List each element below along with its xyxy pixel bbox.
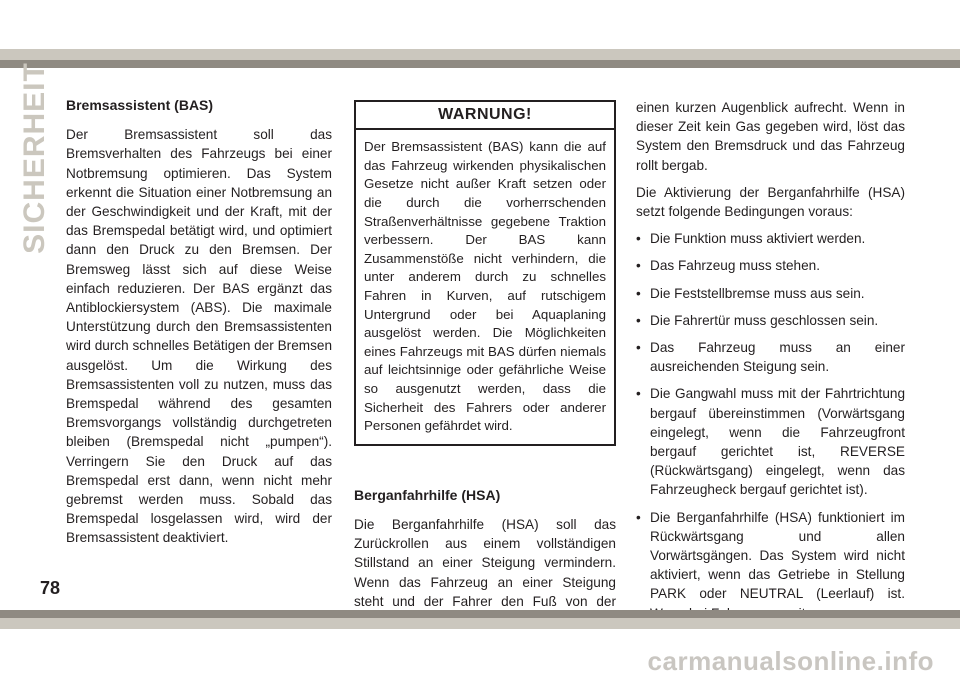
list-item: • Das Fahrzeug muss an einer ausreichenden Steigung sein. <box>636 338 905 376</box>
paragraph-hsa-continued: einen kurzen Augenblick aufrecht. Wenn in dieser Zeit kein Gas gegeben wird, löst das System den Bremsdruck und das Fahrzeug rollt bergab. <box>636 100 905 173</box>
column-3 <box>636 98 905 631</box>
section-side-label <box>18 62 51 254</box>
top-header-band <box>0 0 960 70</box>
list-item: • Die Berganfahrhilfe (HSA) funktioniert im Rückwärtsgang und allen Vorwärtsgängen. Das System wird nicht aktiviert, wenn das Getriebe in Stellung PARK oder NEUTRAL (Leerlauf) ist. <box>636 508 905 623</box>
footer-stripe-dark <box>0 610 960 618</box>
page-number: 78 <box>40 578 61 598</box>
list-item: • Die Fahrertür muss geschlossen sein. <box>636 311 905 330</box>
list-item: • Die Funktion muss aktiviert werden. <box>636 229 905 248</box>
heading-hsa: Berganfahrhilfe (HSA) <box>354 486 501 503</box>
list-item: • Die Gangwahl muss mit der Fahrtrichtung bergauf übereinstimmen (Vorwärtsgang eingelegt, wenn die Fahrzeugfront bergauf gerichtet ist, REVERSE (Rückwärtsgang) eingelegt, wenn das Fahrzeugheck bergauf gerichtet ist). <box>636 384 905 499</box>
list-item: • Das Fahrzeug muss stehen. <box>636 256 905 275</box>
heading-bas: Bremsassistent (BAS) <box>66 97 214 113</box>
paragraph-hsa: Die Berganfahrhilfe (HSA) soll das Zurückrollen aus einem vollständigen Stillstand an einer Steigung vermindern. Wenn das Fahrzeug an einer Steigung steht und der Fahrer den Fuß von der <box>354 516 616 609</box>
header-stripe-light <box>0 49 960 60</box>
footer-stripe-light <box>0 618 960 629</box>
warning-text: Der Bremsassistent (BAS) kann die auf das Fahrzeug wirkenden physikalischen Gesetze nicht außer Kraft setzen oder die durch die vorherrschenden Straßenverhältnisse gegebene Traktion verbessern. Der BAS kann Zusammenstöße nicht verhindern, die unter anderem durch zu schnelles Fahren in Kurven, auf rutschigem Untergrund oder bei Aquaplaning ausgelöst werden. Die Möglichkeiten eines Fahrzeugs mit BAS dürfen niemals auf leichtsinnige oder gefährliche Weise so ausgenutzt werden, dass die Sicherheit des Fahrers oder anderer Personen gefährdet wird. <box>364 139 606 434</box>
header-stripe-dark <box>0 60 960 68</box>
column-1 <box>66 96 332 556</box>
conditions-list <box>636 229 905 623</box>
paragraph-bas: Der Bremsassistent soll das Bremsverhalten des Fahrzeugs bei einer Notbremsung optimieren. Das System erkennt die Situation einer Notbremsung an der Geschwindigkeit und der Kraft, mit der das Bremspedal betätigt wird, und optimiert dann den Druck zu den Bremsen. Der Bremsweg lässt sich auf diese Weise einfach reduzieren. Der BAS ergänzt das Antiblockiersystem (ABS). Die maximale Unterstützung durch den Bremsassistenten wird durch schnelles Betätigen der Bremsen ausgelöst. Um die Wirkung des Bremsassistenten voll zu nutzen, muss das Bremspedal während des gesamten Bremsvorgangs vollständig durchgetreten bleiben (Bremspedal nicht „pumpen“). Verringern Sie den Druck auf das Bremspedal erst dann, wenn nicht mehr gebremst werden muss. Sobald das Bremspedal losgelassen wird, wird der Bremsassistent deaktiviert. <box>66 127 332 546</box>
column-2 <box>354 100 616 657</box>
warning-title: WARNUNG! <box>356 102 614 130</box>
list-item: • Die Feststellbremse muss aus sein. <box>636 284 905 303</box>
paragraph-hsa-conditions: Die Aktivierung der Berganfahrhilfe (HSA) setzt folgende Bedingungen voraus: <box>636 184 905 220</box>
section-side-label-text: SICHERHEIT <box>18 62 51 254</box>
watermark-text: carmanualsonline.info <box>647 646 934 676</box>
warning-box <box>354 100 616 446</box>
